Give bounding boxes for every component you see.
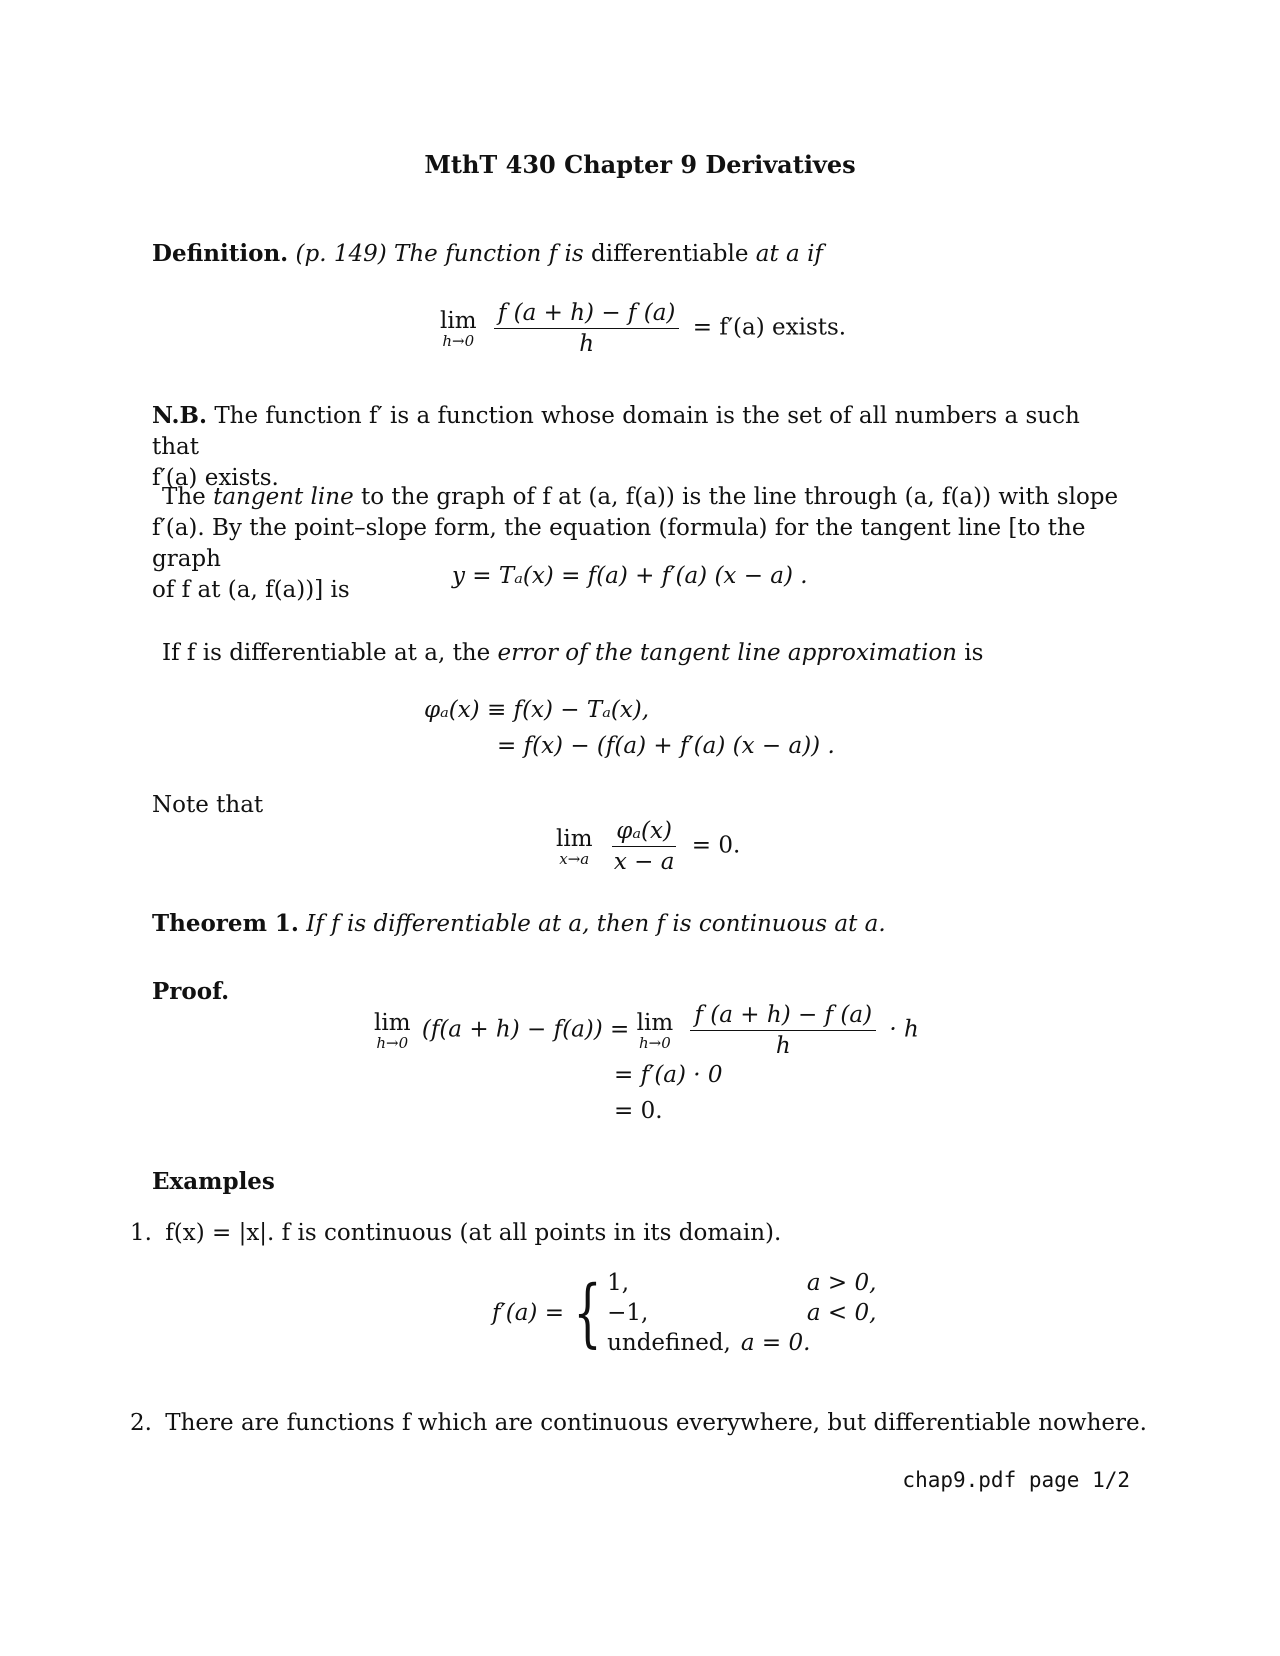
cases-row bbox=[607, 1298, 882, 1328]
note-equation bbox=[556, 818, 740, 875]
cases-lhs: f′(a) = bbox=[492, 1300, 564, 1326]
case-value: −1, bbox=[607, 1300, 649, 1326]
limit-operator bbox=[556, 826, 593, 868]
definition-term: differentiable bbox=[591, 241, 749, 267]
fraction-denominator: h bbox=[579, 331, 595, 357]
tangent-equation: y = Tₐ(x) = f(a) + f′(a) (x − a) . bbox=[452, 563, 808, 589]
case-condition: a = 0. bbox=[740, 1330, 811, 1356]
definition-rhs: = f′(a) exists. bbox=[692, 314, 847, 341]
case-condition: a < 0, bbox=[806, 1300, 877, 1326]
note-text: Note that bbox=[152, 792, 264, 818]
examples-heading bbox=[152, 1168, 275, 1195]
definition-equation bbox=[440, 300, 846, 357]
page-title: MthT 430 Chapter 9 Derivatives bbox=[424, 150, 856, 179]
piecewise-derivative bbox=[492, 1268, 882, 1358]
fraction-numerator: φₐ(x) bbox=[612, 818, 676, 847]
error-paragraph bbox=[162, 640, 983, 666]
tangent-line2: f′(a). By the point–slope form, the equation (formula) for the tangent line [to the graph bbox=[152, 515, 1086, 572]
proof-equation-line3: = 0. bbox=[614, 1098, 663, 1124]
nb-line2: f′(a) exists. bbox=[152, 465, 279, 491]
definition-text-pre: (p. 149) The function bbox=[295, 241, 542, 267]
limit-operator bbox=[637, 1010, 674, 1052]
definition-text-if: if bbox=[807, 241, 823, 267]
nb-line1: The function f′ is a function whose domain is the set of all numbers a such that bbox=[152, 403, 1080, 460]
tangent-line1-rest: to the graph of f at (a, f(a)) is the line through (a, f(a)) with slope bbox=[353, 484, 1119, 510]
list-number: 2. bbox=[130, 1410, 152, 1436]
error-pre: If f is differentiable at a, the bbox=[162, 640, 498, 666]
cases-row bbox=[607, 1268, 882, 1298]
case-condition: a > 0, bbox=[806, 1270, 877, 1296]
error-equation-line1: φₐ(x) ≡ f(x) − Tₐ(x), bbox=[424, 697, 650, 723]
difference-quotient bbox=[494, 300, 680, 357]
definition-var-f: f bbox=[548, 241, 558, 267]
definition-text-is: is bbox=[564, 241, 584, 267]
fraction-denominator: x − a bbox=[613, 849, 675, 875]
definition-label: Definition. bbox=[152, 240, 289, 267]
definition-paragraph bbox=[152, 240, 823, 267]
lim-word: lim bbox=[374, 1009, 411, 1036]
error-post: is bbox=[956, 640, 984, 666]
proof-equation-line2: = f′(a) · 0 bbox=[614, 1062, 723, 1088]
limit-operator bbox=[440, 308, 477, 350]
difference-quotient bbox=[690, 1002, 876, 1059]
theorem-label: Theorem 1. bbox=[152, 910, 299, 937]
example-item-1 bbox=[130, 1220, 781, 1246]
lim-subscript: x→a bbox=[559, 849, 590, 868]
example-2-text: There are functions f which are continuous everywhere, but differentiable nowhere. bbox=[165, 1410, 1147, 1436]
lim-word: lim bbox=[440, 307, 477, 334]
lim-subscript: h→0 bbox=[639, 1033, 671, 1052]
nb-label: N.B. bbox=[152, 402, 208, 429]
theorem-text: If f is differentiable at a, then f is continuous at a. bbox=[306, 911, 886, 937]
tangent-pre: The bbox=[162, 484, 214, 510]
error-equation-line2: = f(x) − (f(a) + f′(a) (x − a)) . bbox=[497, 733, 835, 759]
cases-row bbox=[607, 1328, 882, 1358]
case-value: undefined, bbox=[607, 1330, 731, 1356]
lim-word: lim bbox=[556, 825, 593, 852]
proof-lhs: (f(a + h) − f(a)) = bbox=[421, 1016, 630, 1043]
case-value: 1, bbox=[607, 1270, 630, 1296]
lim-subscript: h→0 bbox=[442, 331, 475, 350]
definition-text-at: at bbox=[755, 241, 779, 267]
example-item-2 bbox=[130, 1410, 1147, 1436]
examples-heading-text: Examples bbox=[152, 1168, 275, 1195]
fraction-numerator: f (a + h) − f (a) bbox=[690, 1002, 876, 1031]
limit-operator bbox=[374, 1010, 411, 1052]
lim-subscript: h→0 bbox=[376, 1033, 409, 1052]
tangent-line3: of f at (a, f(a))] is bbox=[152, 577, 350, 603]
example-1-text: f(x) = |x|. f is continuous (at all points in its domain). bbox=[165, 1220, 782, 1246]
note-rhs: = 0. bbox=[691, 832, 741, 859]
lim-word: lim bbox=[636, 1009, 674, 1036]
tangent-term: tangent line bbox=[213, 484, 354, 510]
error-quotient bbox=[610, 818, 679, 875]
left-brace: { bbox=[573, 1270, 602, 1356]
page-footer: chap9.pdf page 1/2 bbox=[902, 1468, 1130, 1492]
fraction-denominator: h bbox=[775, 1033, 791, 1059]
proof-label bbox=[152, 978, 229, 1005]
definition-var-a: a bbox=[786, 241, 800, 267]
list-number: 1. bbox=[130, 1220, 152, 1246]
theorem-paragraph bbox=[152, 910, 886, 937]
proof-equation-line1 bbox=[374, 1002, 919, 1059]
proof-times-h: · h bbox=[889, 1016, 919, 1043]
fraction-numerator: f (a + h) − f (a) bbox=[494, 300, 680, 329]
proof-label-text: Proof. bbox=[152, 978, 230, 1005]
cases-table bbox=[607, 1268, 882, 1358]
nb-paragraph bbox=[152, 400, 1132, 494]
error-term: error of the tangent line approximation bbox=[497, 640, 957, 666]
